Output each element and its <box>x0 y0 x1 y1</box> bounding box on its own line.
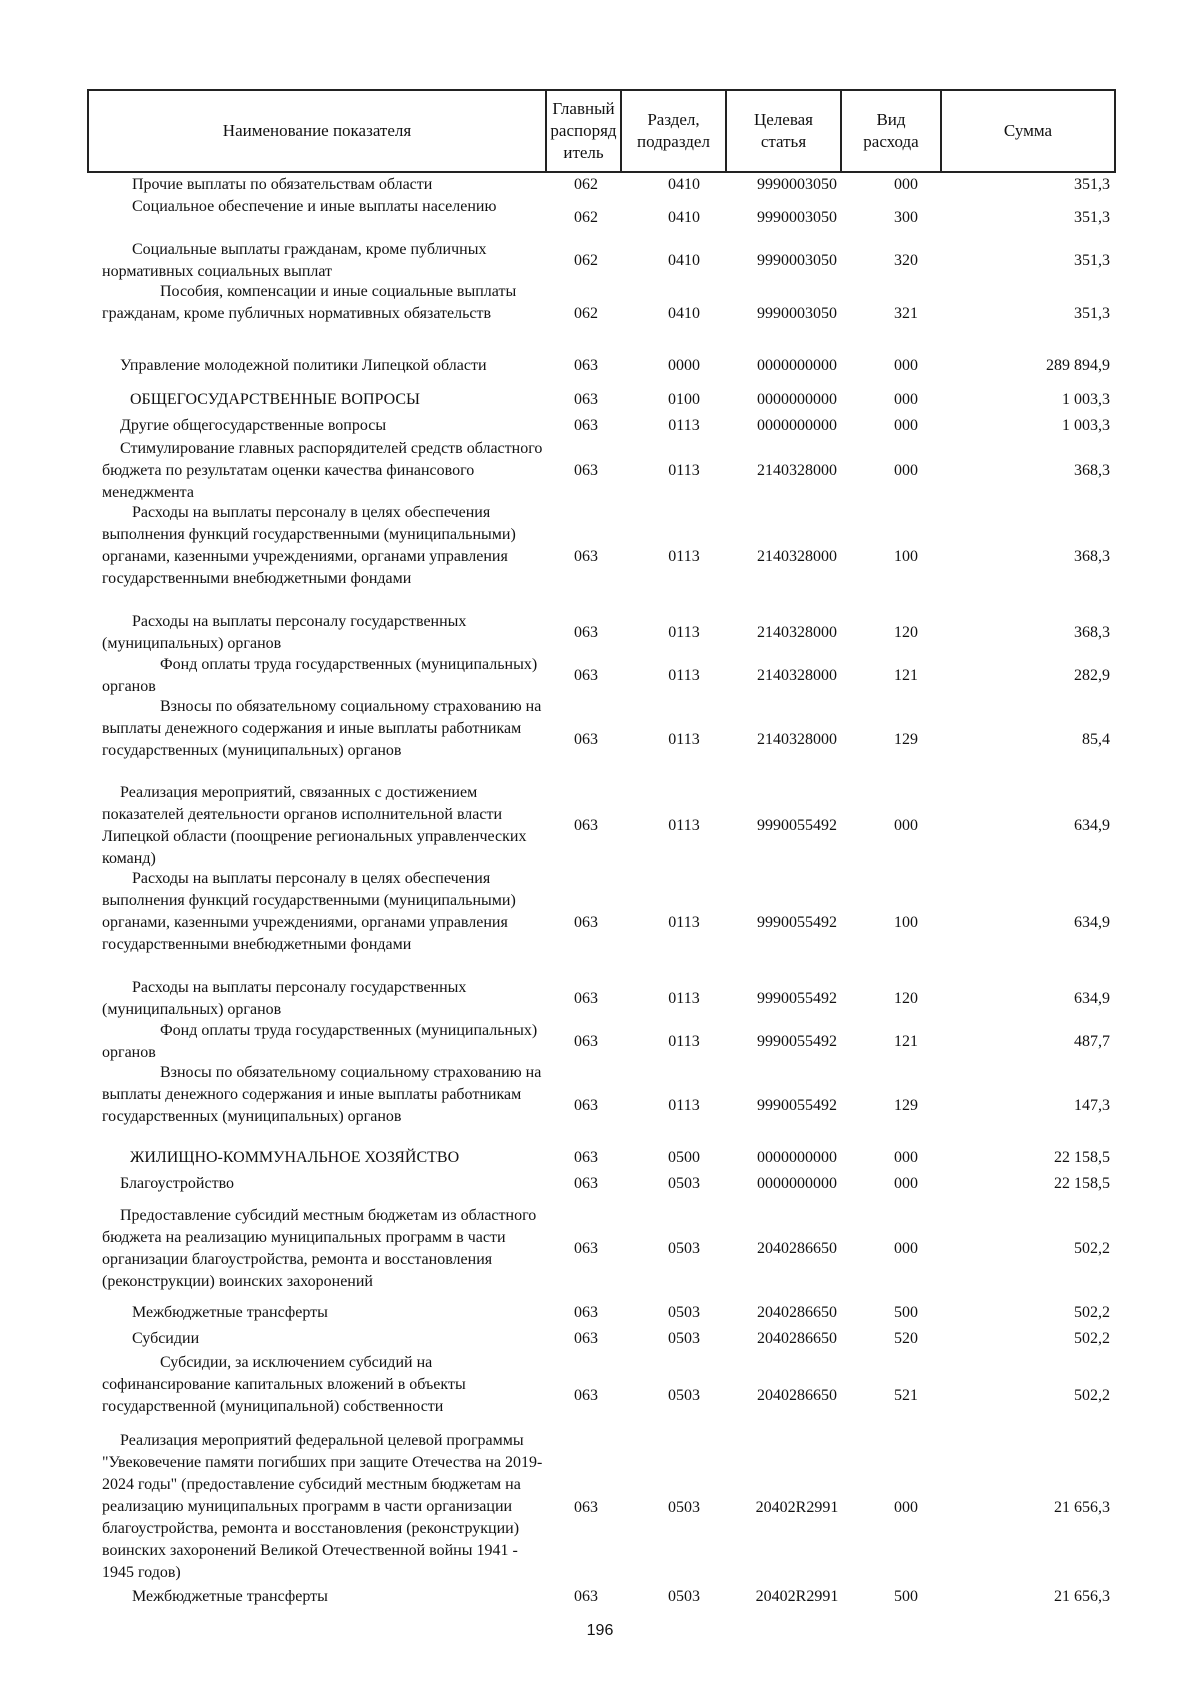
row-name: Прочие выплаты по обязательствам области <box>132 176 433 193</box>
row-section: 0410 <box>668 252 700 269</box>
row-sum: 351,3 <box>1074 252 1110 269</box>
row-expense-type: 000 <box>894 391 918 408</box>
page-number: 196 <box>586 1622 614 1639</box>
row-main-admin: 063 <box>574 462 598 479</box>
row-target-article: 0000000000 <box>757 391 837 408</box>
row-sum: 634,9 <box>1074 914 1110 931</box>
row-name: Благоустройство <box>120 1175 235 1192</box>
row-sum: 487,7 <box>1074 1033 1110 1050</box>
row-name: Расходы на выплаты персоналу в целях обеспечения выполнения функций государственными (муниципальными) органами, казенными учреждениями, органами управления государственными внебюджетными фондами <box>102 504 516 587</box>
row-expense-type: 521 <box>894 1387 918 1404</box>
row-sum: 502,2 <box>1074 1387 1110 1404</box>
row-sum: 634,9 <box>1074 990 1110 1007</box>
row-sum: 502,2 <box>1074 1304 1110 1321</box>
row-expense-type: 100 <box>894 914 918 931</box>
row-target-article: 9990003050 <box>757 305 837 322</box>
table-header <box>87 89 1116 173</box>
row-target-article: 2040286650 <box>757 1304 837 1321</box>
row-target-article: 9990003050 <box>757 209 837 226</box>
header-type: Вид расхода <box>841 90 941 172</box>
row-main-admin: 063 <box>574 1033 598 1050</box>
row-name: Межбюджетные трансферты <box>132 1304 328 1321</box>
row-main-admin: 063 <box>574 1240 598 1257</box>
row-target-article: 9990055492 <box>757 914 837 931</box>
row-main-admin: 063 <box>574 667 598 684</box>
row-target-article: 9990055492 <box>757 1033 837 1050</box>
row-expense-type: 000 <box>894 357 918 374</box>
row-name: Предоставление субсидий местным бюджетам из областного бюджета на реализацию муниципальных программ в части организации благоустройства, ремонта и восстановления (реконструкции) воинских захоронений <box>102 1207 537 1290</box>
row-section: 0113 <box>668 462 700 479</box>
row-expense-type: 300 <box>894 209 918 226</box>
row-target-article: 2140328000 <box>757 462 837 479</box>
row-section: 0113 <box>668 914 700 931</box>
row-main-admin: 063 <box>574 914 598 931</box>
row-section: 0410 <box>668 176 700 193</box>
header-section: Раздел, подраздел <box>621 90 726 172</box>
row-expense-type: 129 <box>894 1097 918 1114</box>
row-expense-type: 120 <box>894 990 918 1007</box>
row-expense-type: 321 <box>894 305 918 322</box>
row-main-admin: 063 <box>574 1149 598 1166</box>
row-section: 0113 <box>668 417 700 434</box>
row-expense-type: 120 <box>894 624 918 641</box>
row-main-admin: 063 <box>574 417 598 434</box>
header-target: Целевая статья <box>726 90 841 172</box>
row-section: 0503 <box>668 1499 700 1516</box>
row-target-article: 0000000000 <box>757 1175 837 1192</box>
row-target-article: 2140328000 <box>757 624 837 641</box>
row-expense-type: 129 <box>894 731 918 748</box>
row-sum: 351,3 <box>1074 209 1110 226</box>
row-main-admin: 063 <box>574 1499 598 1516</box>
row-main-admin: 063 <box>574 1097 598 1114</box>
row-main-admin: 063 <box>574 1330 598 1347</box>
row-name: Пособия, компенсации и иные социальные выплаты гражданам, кроме публичных нормативных обязательств <box>102 283 517 322</box>
row-expense-type: 000 <box>894 1499 918 1516</box>
row-expense-type: 320 <box>894 252 918 269</box>
row-name: Реализация мероприятий, связанных с достижением показателей деятельности органов исполнительной власти Липецкой области (поощрение региональных управленческих команд) <box>102 784 527 867</box>
row-name: Взносы по обязательному социальному страхованию на выплаты денежного содержания и иные выплаты работникам государственных (муниципальных) органов <box>102 698 542 759</box>
row-section: 0113 <box>668 731 700 748</box>
row-target-article: 2040286650 <box>757 1387 837 1404</box>
row-target-article: 2140328000 <box>757 667 837 684</box>
row-sum: 21 656,3 <box>1054 1588 1110 1605</box>
row-sum: 502,2 <box>1074 1330 1110 1347</box>
row-sum: 368,3 <box>1074 462 1110 479</box>
row-expense-type: 121 <box>894 667 918 684</box>
row-section: 0500 <box>668 1149 700 1166</box>
row-main-admin: 063 <box>574 624 598 641</box>
row-expense-type: 121 <box>894 1033 918 1050</box>
row-section: 0113 <box>668 1033 700 1050</box>
row-sum: 289 894,9 <box>1046 357 1110 374</box>
row-main-admin: 063 <box>574 1304 598 1321</box>
row-sum: 147,3 <box>1074 1097 1110 1114</box>
row-name: Стимулирование главных распорядителей средств областного бюджета по результатам оценки качества финансового менеджмента <box>102 440 543 501</box>
row-name: Взносы по обязательному социальному страхованию на выплаты денежного содержания и иные выплаты работникам государственных (муниципальных) органов <box>102 1064 542 1125</box>
row-target-article: 20402R2991 <box>755 1588 839 1605</box>
row-section: 0113 <box>668 548 700 565</box>
row-expense-type: 000 <box>894 1240 918 1257</box>
row-name: Реализация мероприятий федеральной целевой программы "Увековечение памяти погибших при защите Отечества на 2019-2024 годы" (предоставление субсидий местным бюджетам на реализацию муниципальных программ в части организации благоустройства, ремонта и восстановления (реконструкции) воинских захоронений Великой Отечественной войны 1941 - 1945 годов) <box>102 1432 543 1581</box>
row-sum: 351,3 <box>1074 176 1110 193</box>
row-name: ОБЩЕГОСУДАРСТВЕННЫЕ ВОПРОСЫ <box>130 391 420 408</box>
row-main-admin: 063 <box>574 391 598 408</box>
header-sum: Сумма <box>941 90 1115 172</box>
row-name: Межбюджетные трансферты <box>132 1588 328 1605</box>
row-expense-type: 000 <box>894 417 918 434</box>
row-main-admin: 063 <box>574 731 598 748</box>
row-sum: 1 003,3 <box>1062 391 1110 408</box>
row-expense-type: 000 <box>894 1149 918 1166</box>
row-name: Управление молодежной политики Липецкой области <box>120 357 487 374</box>
row-section: 0503 <box>668 1175 700 1192</box>
row-sum: 282,9 <box>1074 667 1110 684</box>
row-section: 0113 <box>668 990 700 1007</box>
row-target-article: 2040286650 <box>757 1240 837 1257</box>
row-section: 0113 <box>668 624 700 641</box>
row-main-admin: 063 <box>574 1588 598 1605</box>
row-main-admin: 063 <box>574 990 598 1007</box>
row-section: 0503 <box>668 1387 700 1404</box>
row-name: ЖИЛИЩНО-КОММУНАЛЬНОЕ ХОЗЯЙСТВО <box>130 1149 460 1166</box>
row-target-article: 20402R2991 <box>755 1499 839 1516</box>
row-main-admin: 063 <box>574 817 598 834</box>
row-main-admin: 063 <box>574 357 598 374</box>
row-sum: 22 158,5 <box>1054 1175 1110 1192</box>
row-sum: 351,3 <box>1074 305 1110 322</box>
row-section: 0503 <box>668 1240 700 1257</box>
row-sum: 368,3 <box>1074 548 1110 565</box>
row-section: 0503 <box>668 1330 700 1347</box>
row-sum: 85,4 <box>1082 731 1110 748</box>
row-target-article: 0000000000 <box>757 357 837 374</box>
row-target-article: 9990055492 <box>757 1097 837 1114</box>
row-sum: 634,9 <box>1074 817 1110 834</box>
row-sum: 22 158,5 <box>1054 1149 1110 1166</box>
row-name: Социальные выплаты гражданам, кроме публичных нормативных социальных выплат <box>102 241 487 280</box>
row-section: 0410 <box>668 209 700 226</box>
row-main-admin: 063 <box>574 1175 598 1192</box>
row-expense-type: 000 <box>894 462 918 479</box>
row-name: Другие общегосударственные вопросы <box>120 417 387 434</box>
row-name: Субсидии <box>132 1330 200 1347</box>
row-section: 0000 <box>668 357 700 374</box>
row-target-article: 9990055492 <box>757 817 837 834</box>
row-section: 0503 <box>668 1588 700 1605</box>
row-name: Фонд оплаты труда государственных (муниципальных) органов <box>102 656 538 695</box>
row-name: Расходы на выплаты персоналу государственных (муниципальных) органов <box>102 979 467 1018</box>
row-target-article: 2140328000 <box>757 548 837 565</box>
row-name: Социальное обеспечение и иные выплаты населению <box>132 198 497 215</box>
row-main-admin: 063 <box>574 1387 598 1404</box>
header-name: Наименование показателя <box>88 90 546 172</box>
row-target-article: 0000000000 <box>757 417 837 434</box>
row-main-admin: 062 <box>574 305 598 322</box>
row-main-admin: 062 <box>574 209 598 226</box>
row-section: 0113 <box>668 817 700 834</box>
row-expense-type: 000 <box>894 176 918 193</box>
row-name: Расходы на выплаты персоналу государственных (муниципальных) органов <box>102 613 467 652</box>
row-section: 0113 <box>668 667 700 684</box>
row-target-article: 0000000000 <box>757 1149 837 1166</box>
row-target-article: 9990055492 <box>757 990 837 1007</box>
row-expense-type: 100 <box>894 548 918 565</box>
row-expense-type: 500 <box>894 1304 918 1321</box>
header-main-admin: Главный распоряд итель <box>546 90 621 172</box>
row-sum: 21 656,3 <box>1054 1499 1110 1516</box>
row-name: Субсидии, за исключением субсидий на софинансирование капитальных вложений в объекты государственной (муниципальной) собственности <box>102 1354 466 1415</box>
row-sum: 502,2 <box>1074 1240 1110 1257</box>
row-main-admin: 063 <box>574 548 598 565</box>
row-expense-type: 500 <box>894 1588 918 1605</box>
row-section: 0503 <box>668 1304 700 1321</box>
row-expense-type: 000 <box>894 1175 918 1192</box>
row-target-article: 9990003050 <box>757 252 837 269</box>
row-main-admin: 062 <box>574 176 598 193</box>
row-sum: 1 003,3 <box>1062 417 1110 434</box>
row-main-admin: 062 <box>574 252 598 269</box>
row-section: 0100 <box>668 391 700 408</box>
row-sum: 368,3 <box>1074 624 1110 641</box>
row-name: Расходы на выплаты персоналу в целях обеспечения выполнения функций государственными (муниципальными) органами, казенными учреждениями, органами управления государственными внебюджетными фондами <box>102 870 516 953</box>
row-expense-type: 520 <box>894 1330 918 1347</box>
row-target-article: 2140328000 <box>757 731 837 748</box>
row-section: 0113 <box>668 1097 700 1114</box>
row-target-article: 2040286650 <box>757 1330 837 1347</box>
row-name: Фонд оплаты труда государственных (муниципальных) органов <box>102 1022 538 1061</box>
row-section: 0410 <box>668 305 700 322</box>
row-expense-type: 000 <box>894 817 918 834</box>
row-target-article: 9990003050 <box>757 176 837 193</box>
